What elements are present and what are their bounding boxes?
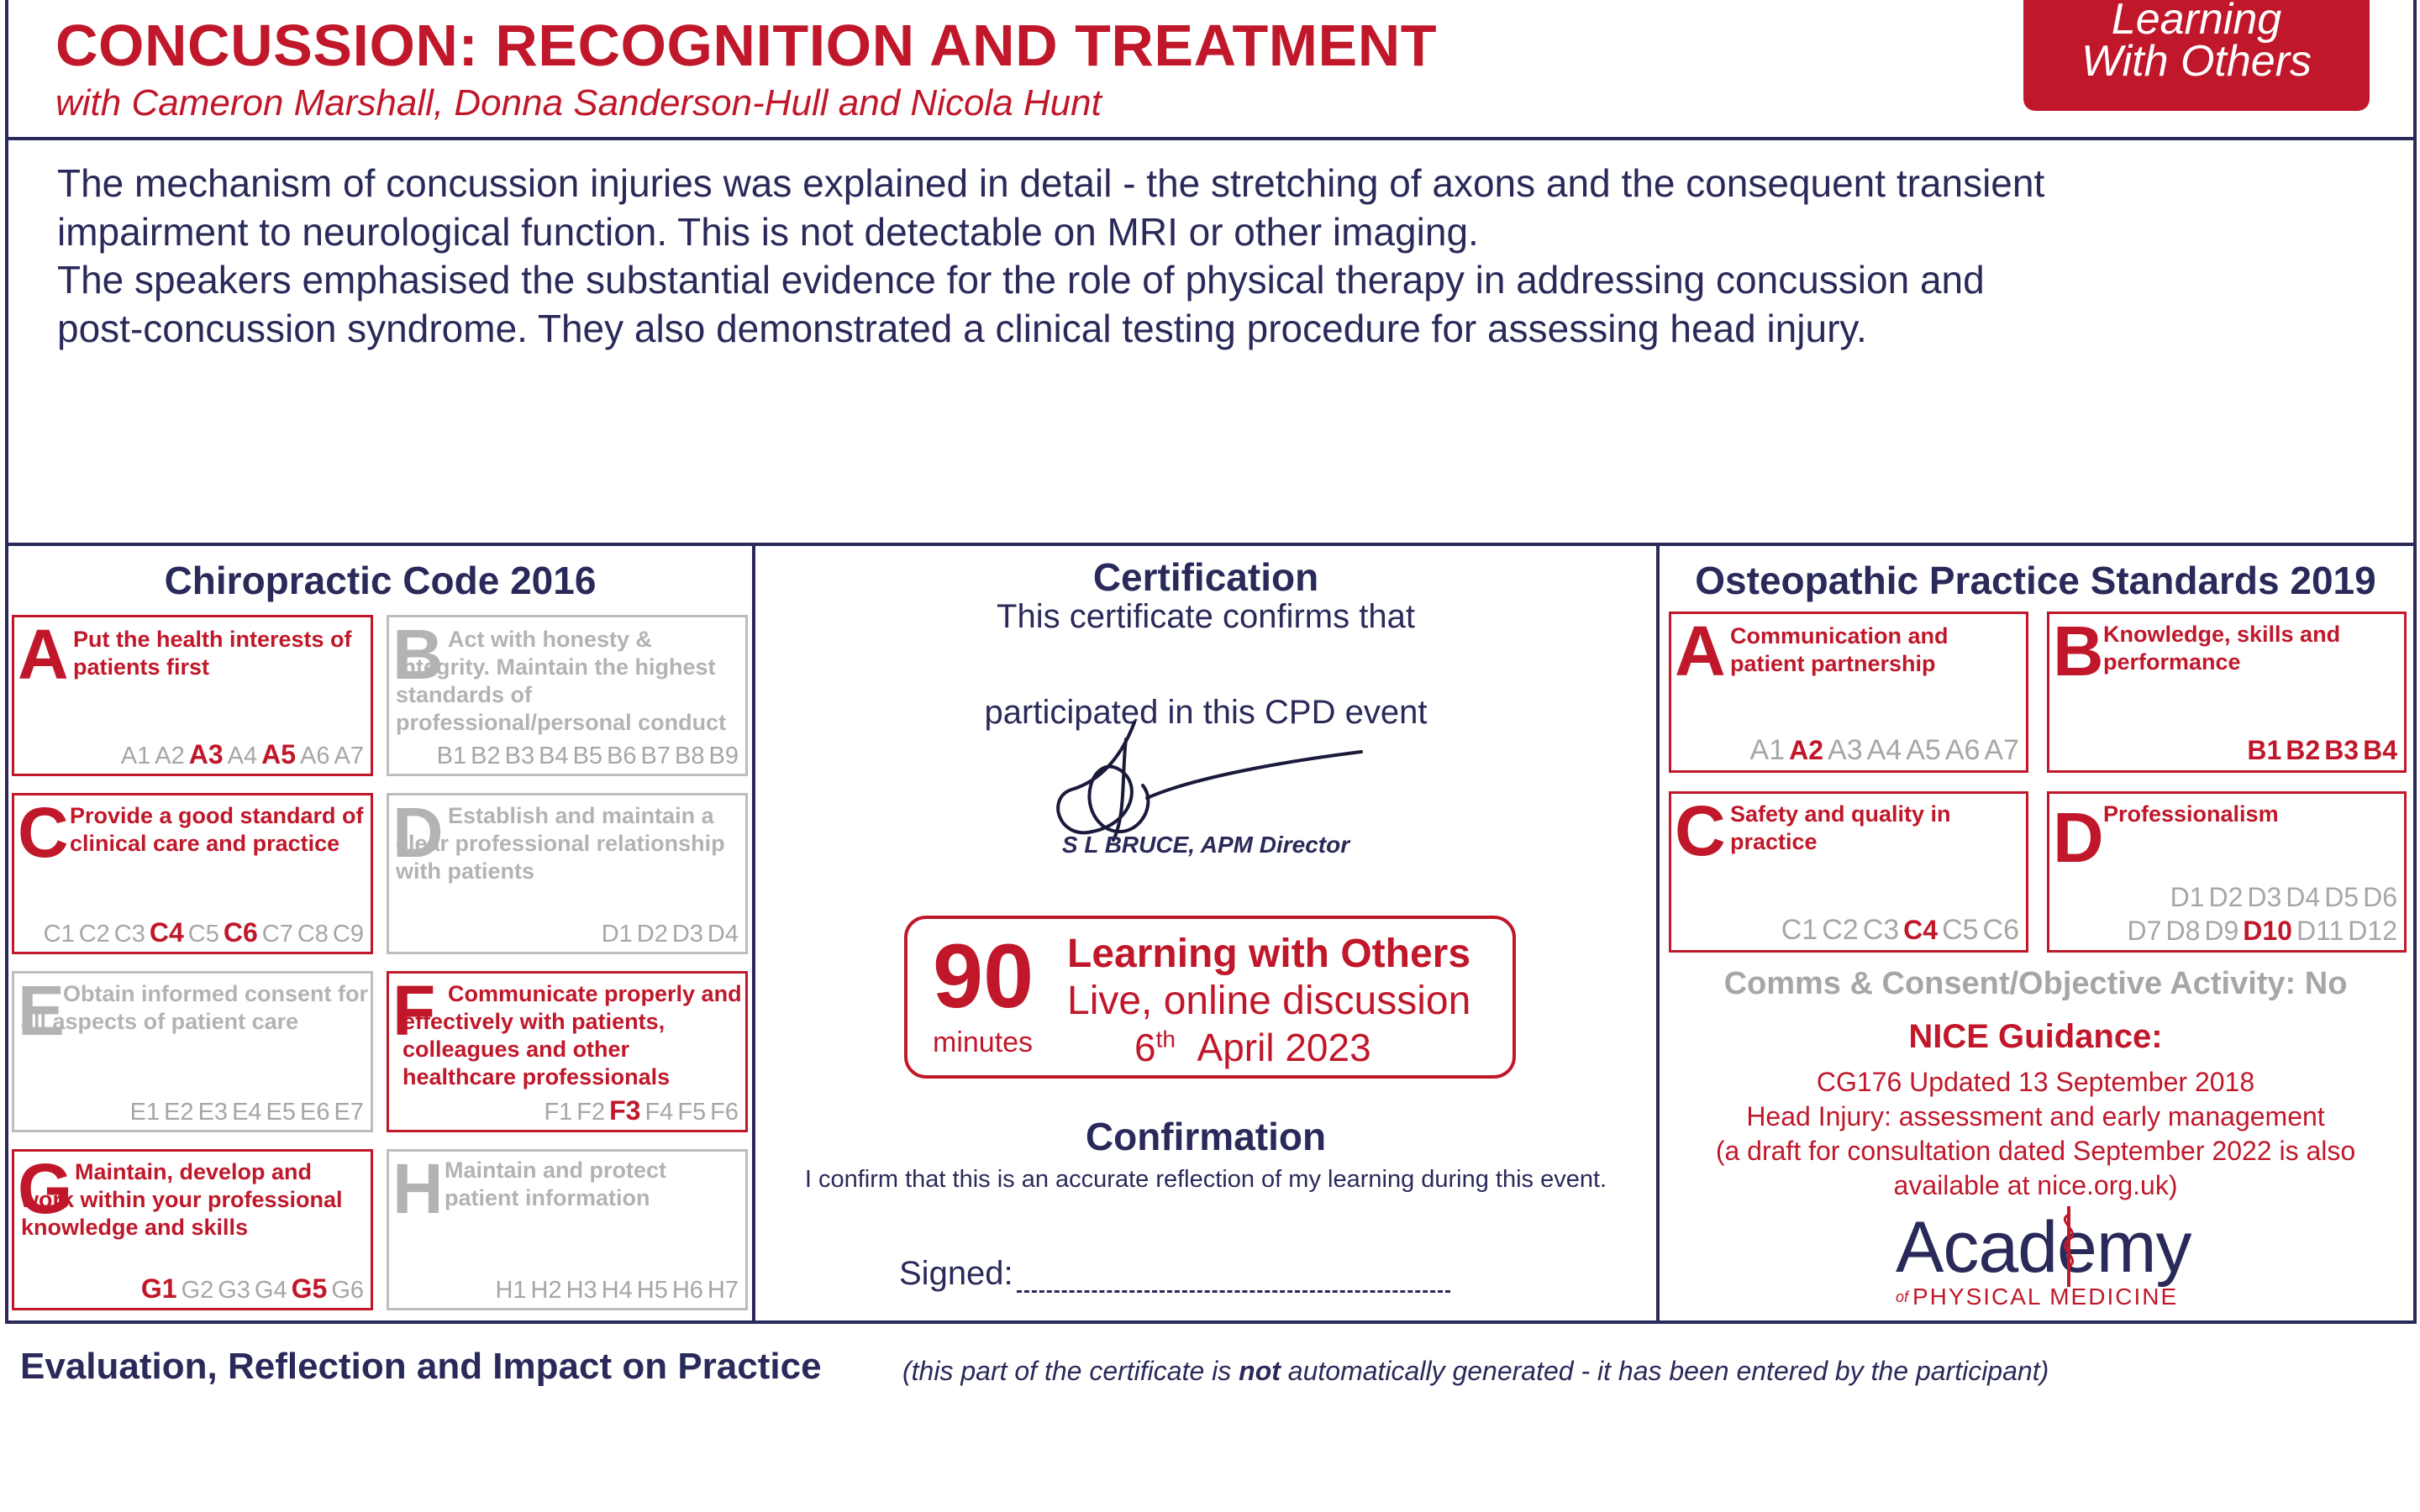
badge-line: Learning bbox=[2111, 0, 2282, 44]
code-list bbox=[126, 1099, 364, 1126]
divider bbox=[752, 544, 755, 1322]
standard-code: F6 bbox=[710, 1099, 739, 1126]
standard-code: B1 bbox=[2247, 735, 2282, 765]
standard-code: F1 bbox=[544, 1099, 573, 1126]
standard-code: E2 bbox=[164, 1099, 194, 1126]
summary-line: The mechanism of concussion injuries was explained in detail - the stretching of axons and the consequent transient bbox=[57, 161, 2045, 205]
box-description: Knowledge, skills and performance bbox=[2103, 622, 2341, 675]
box-description: Communication and patient partnership bbox=[1730, 623, 1949, 676]
standard-code: D8 bbox=[2165, 916, 2201, 946]
code-list bbox=[2243, 734, 2397, 767]
standard-code: C1 bbox=[43, 921, 75, 948]
box-letter: B bbox=[392, 615, 444, 694]
chiro-box-g bbox=[12, 1149, 373, 1310]
standard-code: A5 bbox=[261, 739, 297, 769]
standard-code: D6 bbox=[2363, 882, 2397, 912]
standard-code: D4 bbox=[2286, 882, 2321, 912]
chiro-box-d bbox=[387, 793, 748, 954]
code-list bbox=[39, 917, 364, 948]
standard-code: G5 bbox=[291, 1273, 328, 1304]
standard-code: D4 bbox=[707, 921, 739, 948]
standard-code: C5 bbox=[1942, 914, 1979, 946]
standard-code: D3 bbox=[2247, 882, 2282, 912]
summary-line: The speakers emphasised the substantial evidence for the role of physical therapy in addressing concussion and bbox=[57, 258, 1985, 302]
standard-code: A4 bbox=[1866, 734, 1902, 766]
divider bbox=[1656, 544, 1660, 1322]
standard-code: A5 bbox=[1906, 734, 1941, 766]
code-list bbox=[1746, 734, 2019, 767]
summary-line: post-concussion syndrome. They also demonstrated a clinical testing procedure for assessing head injury. bbox=[57, 306, 1867, 350]
standard-code: D5 bbox=[2324, 882, 2360, 912]
standard-code: E7 bbox=[334, 1099, 364, 1126]
duration-minutes: 90 bbox=[933, 925, 1034, 1026]
comms-consent-status: Comms & Consent/Objective Activity: No bbox=[1723, 966, 2348, 1001]
minutes-label: minutes bbox=[933, 1026, 1034, 1058]
code-list bbox=[2166, 882, 2397, 913]
standard-code: A1 bbox=[1749, 734, 1786, 766]
code-list bbox=[433, 743, 739, 770]
standard-code: B2 bbox=[2286, 735, 2321, 765]
osteo-box-a bbox=[1669, 612, 2028, 773]
evaluation-note bbox=[902, 1356, 2049, 1387]
event-date bbox=[1134, 1025, 1371, 1070]
box-description: Act with honesty & integrity. Maintain the highest standards of professional/personal conduct bbox=[396, 627, 727, 735]
osteo-box-b bbox=[2047, 612, 2407, 773]
standard-code: C8 bbox=[297, 921, 329, 948]
standard-code: F5 bbox=[677, 1099, 707, 1126]
standard-code: C5 bbox=[187, 921, 219, 948]
participated-text: participated in this CPD event bbox=[984, 694, 1428, 731]
box-description: Maintain and protect patient information bbox=[445, 1158, 667, 1210]
note-text: automatically generated - it has been entered by the participant) bbox=[1280, 1356, 2049, 1386]
standard-code: D10 bbox=[2243, 916, 2292, 946]
chiro-box-c bbox=[12, 793, 373, 954]
standard-code: B3 bbox=[2324, 735, 2360, 765]
box-letter: C bbox=[1675, 791, 1726, 870]
code-list bbox=[491, 1277, 739, 1305]
standard-code: H2 bbox=[530, 1277, 562, 1304]
summary-line: impairment to neurological function. This is not detectable on MRI or other imaging. bbox=[57, 209, 1479, 254]
standard-code: E5 bbox=[266, 1099, 297, 1126]
standard-code: A3 bbox=[188, 739, 224, 769]
standard-code: C6 bbox=[223, 917, 258, 948]
caduceus-icon bbox=[2052, 1203, 2086, 1295]
standard-code: D12 bbox=[2348, 916, 2397, 946]
standard-code: G3 bbox=[218, 1277, 250, 1304]
date-suffix: th bbox=[1155, 1026, 1176, 1053]
event-type: Live, online discussion bbox=[1067, 979, 1471, 1023]
nice-guidance-title: NICE Guidance: bbox=[1908, 1018, 2163, 1055]
learning-with-others-badge bbox=[2023, 0, 2370, 111]
standard-code: H1 bbox=[495, 1277, 527, 1304]
standard-code: H7 bbox=[707, 1277, 739, 1304]
standard-code: B6 bbox=[607, 743, 637, 769]
signed-label: Signed: bbox=[899, 1255, 1013, 1292]
date-rest: April 2023 bbox=[1197, 1026, 1371, 1069]
box-description: Safety and quality in practice bbox=[1730, 801, 1951, 854]
box-letter: D bbox=[2053, 798, 2104, 877]
nice-line: CG176 Updated 13 September 2018 bbox=[1816, 1067, 2255, 1097]
code-list bbox=[597, 921, 739, 948]
standard-code: G2 bbox=[181, 1277, 214, 1304]
code-list bbox=[137, 1273, 364, 1305]
standard-code: A6 bbox=[300, 743, 330, 769]
certification-title: Certification bbox=[1092, 555, 1319, 599]
standard-code: C1 bbox=[1781, 914, 1818, 946]
logo-wordmark: Academy bbox=[1896, 1207, 2191, 1288]
chiro-box-f bbox=[387, 971, 748, 1132]
standard-code: H3 bbox=[566, 1277, 597, 1304]
standard-code: A7 bbox=[334, 743, 364, 769]
box-description: Put the health interests of patients first bbox=[73, 627, 352, 680]
nice-line: available at nice.org.uk) bbox=[1893, 1170, 2178, 1200]
standard-code: C3 bbox=[113, 921, 145, 948]
box-description: Obtain informed consent for all aspects of patient care bbox=[21, 981, 369, 1034]
standard-code: C7 bbox=[261, 921, 293, 948]
badge-line: With Others bbox=[2081, 37, 2312, 86]
event-details-box bbox=[904, 916, 1516, 1079]
logo-subtitle: PHYSICAL MEDICINE bbox=[1912, 1284, 2179, 1310]
standard-code: D7 bbox=[2127, 916, 2162, 946]
standard-code: C9 bbox=[332, 921, 364, 948]
nice-line: (a draft for consultation dated September 2022 is also bbox=[1715, 1136, 2356, 1166]
event-summary bbox=[57, 160, 2343, 353]
standard-code: G1 bbox=[140, 1273, 177, 1304]
chiro-title: Chiropractic Code 2016 bbox=[164, 559, 597, 602]
standard-code: D2 bbox=[636, 921, 668, 948]
standard-code: B1 bbox=[436, 743, 467, 769]
director-signature bbox=[1042, 706, 1378, 848]
osteo-box-d bbox=[2047, 791, 2407, 953]
box-letter: C bbox=[18, 793, 69, 872]
box-description: Professionalism bbox=[2103, 801, 2279, 827]
certificate-confirms-text: This certificate confirms that bbox=[997, 598, 1415, 635]
evaluation-title: Evaluation, Reflection and Impact on Practice bbox=[20, 1346, 822, 1387]
standard-code: B2 bbox=[471, 743, 501, 769]
standard-code: F2 bbox=[576, 1099, 606, 1126]
standard-code: B9 bbox=[708, 743, 739, 769]
note-emphasis: not bbox=[1239, 1356, 1281, 1386]
standard-code: A3 bbox=[1828, 734, 1863, 766]
standard-code: D1 bbox=[601, 921, 633, 948]
standard-code: F3 bbox=[609, 1095, 641, 1126]
standard-code: D3 bbox=[671, 921, 703, 948]
standard-code: E1 bbox=[129, 1099, 160, 1126]
box-letter: F bbox=[392, 971, 436, 1050]
standard-code: C3 bbox=[1862, 914, 1900, 946]
event-name: Learning with Others bbox=[1067, 932, 1471, 976]
code-list bbox=[2123, 916, 2397, 947]
standard-code: E6 bbox=[300, 1099, 330, 1126]
box-description: Maintain, develop and work within your professional knowledge and skills bbox=[21, 1159, 343, 1240]
box-letter: A bbox=[1675, 612, 1726, 690]
standard-code: D9 bbox=[2204, 916, 2239, 946]
speakers-line: with Cameron Marshall, Donna Sanderson-Hull and Nicola Hunt bbox=[55, 82, 1102, 123]
box-letter: G bbox=[18, 1149, 73, 1228]
code-list bbox=[1777, 914, 2019, 947]
standard-code: A7 bbox=[1984, 734, 2019, 766]
standard-code: D11 bbox=[2296, 916, 2344, 946]
standard-code: C2 bbox=[1822, 914, 1859, 946]
box-description: Establish and maintain a clear professional relationship with patients bbox=[396, 803, 725, 884]
logo-of: of bbox=[1896, 1289, 1909, 1305]
standard-code: A2 bbox=[155, 743, 185, 769]
page-title: CONCUSSION: RECOGNITION AND TREATMENT bbox=[55, 13, 1438, 78]
standard-code: H4 bbox=[601, 1277, 633, 1304]
standard-code: A6 bbox=[1944, 734, 1981, 766]
standard-code: B4 bbox=[539, 743, 569, 769]
standard-code: C2 bbox=[78, 921, 110, 948]
standard-code: B5 bbox=[572, 743, 603, 769]
standard-code: H6 bbox=[671, 1277, 703, 1304]
divider bbox=[5, 543, 2417, 546]
standard-code: G4 bbox=[254, 1277, 287, 1304]
standard-code: H5 bbox=[636, 1277, 668, 1304]
standard-code: B7 bbox=[640, 743, 671, 769]
standard-code: B3 bbox=[504, 743, 535, 769]
code-list bbox=[539, 1095, 739, 1126]
standard-code: F4 bbox=[644, 1099, 674, 1126]
standard-code: C4 bbox=[1903, 915, 1939, 945]
box-description: Provide a good standard of clinical care and practice bbox=[70, 803, 364, 856]
box-letter: H bbox=[392, 1149, 444, 1228]
standard-code: A1 bbox=[120, 743, 151, 769]
confirmation-title: Confirmation bbox=[1085, 1115, 1327, 1158]
box-description: Communicate properly and effectively with patients, colleagues and other healthcare professionals bbox=[402, 981, 742, 1089]
standard-code: A4 bbox=[227, 743, 258, 769]
chiro-box-h bbox=[387, 1149, 748, 1310]
box-letter: B bbox=[2053, 612, 2104, 690]
osteo-box-c bbox=[1669, 791, 2028, 953]
confirmation-text: I confirm that this is an accurate reflection of my learning during this event. bbox=[804, 1166, 1607, 1193]
signature-line[interactable] bbox=[1017, 1290, 1450, 1293]
box-letter: A bbox=[18, 615, 69, 694]
standard-code: C6 bbox=[1982, 914, 2019, 946]
chiro-box-e bbox=[12, 971, 373, 1132]
standard-code: D1 bbox=[2170, 882, 2205, 912]
standard-code: B8 bbox=[675, 743, 705, 769]
box-letter: E bbox=[18, 971, 66, 1050]
academy-logo bbox=[1896, 1207, 2232, 1310]
standard-code: G6 bbox=[331, 1277, 364, 1304]
standard-code: D2 bbox=[2208, 882, 2244, 912]
code-list bbox=[117, 739, 364, 770]
standard-code: B4 bbox=[2363, 735, 2397, 765]
chiro-box-a bbox=[12, 615, 373, 776]
nice-line: Head Injury: assessment and early management bbox=[1746, 1101, 2325, 1131]
standard-code: C4 bbox=[149, 917, 184, 948]
date-day: 6 bbox=[1134, 1026, 1156, 1069]
box-letter: D bbox=[392, 793, 444, 872]
standard-code: E3 bbox=[197, 1099, 229, 1126]
signatory-name: S L BRUCE, APM Director bbox=[1061, 832, 1350, 858]
standard-code: A2 bbox=[1789, 735, 1824, 765]
osteo-title: Osteopathic Practice Standards 2019 bbox=[1695, 559, 2376, 602]
standard-code: E4 bbox=[232, 1099, 262, 1126]
chiro-box-b bbox=[387, 615, 748, 776]
note-text: (this part of the certificate is bbox=[902, 1356, 1239, 1386]
